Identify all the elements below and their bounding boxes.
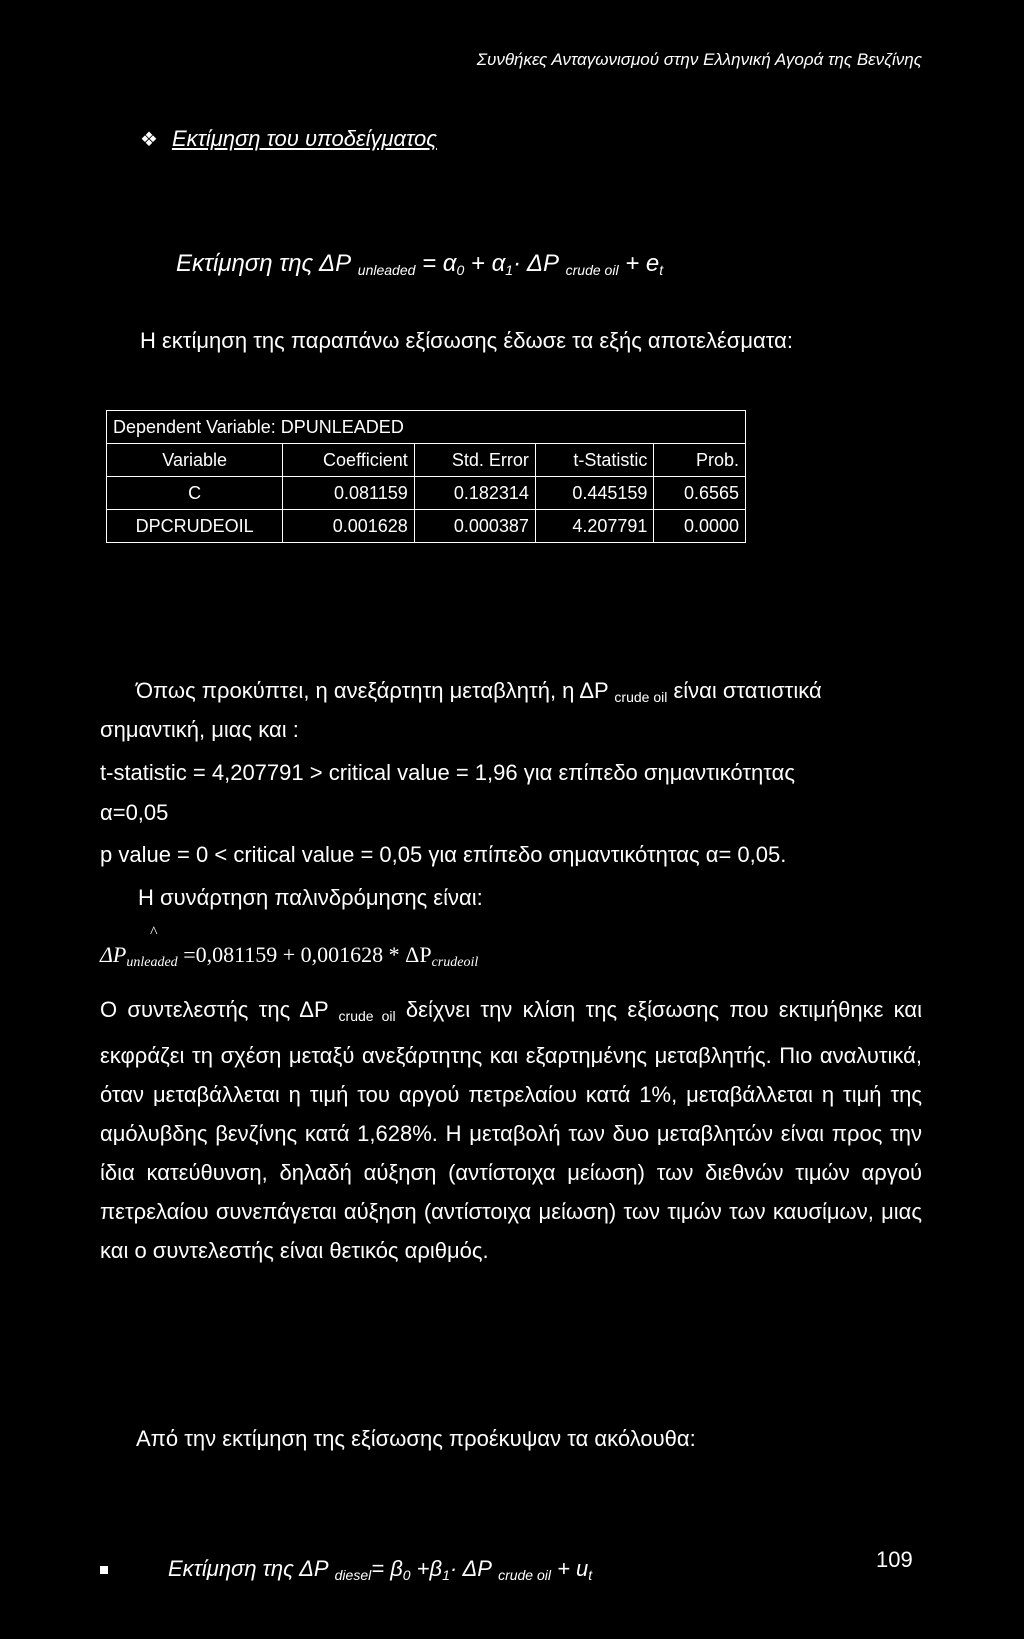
paragraph-line: t-statistic = 4,207791 > critical value = 1,96 για επίπεδο σημαντικότητας: [100, 760, 795, 785]
page-number: 109: [876, 1547, 913, 1572]
table-cell: 0.6565: [654, 477, 746, 510]
model-equation-unleaded: Εκτίμηση της ΔΡ $_{unleaded} = \alpha_0 + \alpha_1\cdot \Delta P$ $_{crude oil} + e_t$: [176, 250, 664, 278]
paragraph-line: Η συνάρτηση παλινδρόμησης είναι:: [138, 885, 483, 910]
section-title: Εκτίμηση του υποδείγματος: [171, 126, 437, 151]
model-equation-diesel: Εκτίμηση της ΔΡ $_{diesel}= \beta_0 +\beta_1\cdot \Delta P$ $_{crude oil} + u_t$: [100, 1556, 592, 1583]
table-cell: C: [107, 477, 283, 510]
table-row: [107, 510, 746, 543]
paragraph-line: Όπως προκύπτει, η ανεξάρτητη μεταβλητή, η ΔΡ $_{crude oil}$ είναι στατιστικά: [136, 678, 822, 705]
paragraph-line: α=0,05: [100, 800, 169, 825]
section-heading: [140, 126, 437, 152]
column-header: Std. Error: [414, 444, 535, 477]
paragraph-line: σημαντική, μιας και :: [100, 717, 299, 742]
table-row: [107, 477, 746, 510]
regression-formula: ^ $\Delta P_{unleaded} =0,081159 + 0,001628 * \Delta P_{crudeoil}$: [100, 924, 479, 970]
table-cell: 0.000387: [414, 510, 535, 543]
diamond-bullet-icon: ❖: [140, 129, 158, 151]
table-cell: DPCRUDEOIL: [107, 510, 283, 543]
closing-text: Από την εκτίμηση της εξίσωσης προέκυψαν τα ακόλουθα:: [136, 1426, 696, 1451]
column-header: Coefficient: [283, 444, 414, 477]
interpretation-paragraph: Ο συντελεστής της ΔΡ $_{crude oil}$ δείχνει την κλίση της εξίσωσης που εκτιμήθηκε και εκφράζει τη σχέση μεταξύ ανεξάρτητης και εξαρτημένης μεταβλητής. Πιο αναλυτικά, όταν μεταβάλλεται η τιμή του αργού πετρελαίου κατά 1%, μεταβάλλεται η τιμή της αμόλυβδης βενζίνης κατά 1,628%. Η μεταβολή των δυο μεταβλητών είναι προς την ίδια κατεύθυνση, δηλαδή αύξηση (αντίστοιχα μείωση) των διεθνών τιμών αργού πετρελαίου συνεπάγεται αύξηση (αντίστοιχα μείωση) των τιμών των καυσίμων, μιας και ο συντελεστής είναι θετικός αριθμός.: [100, 997, 922, 1263]
table-cell: 0.182314: [414, 477, 535, 510]
table-cell: 4.207791: [535, 510, 654, 543]
dependent-variable: Dependent Variable: DPUNLEADED: [107, 411, 746, 444]
intro-text: Η εκτίμηση της παραπάνω εξίσωσης έδωσε τα εξής αποτελέσματα:: [140, 328, 793, 353]
table-cell: 0.081159: [283, 477, 414, 510]
table-header-row: [107, 444, 746, 477]
table-cell: 0.0000: [654, 510, 746, 543]
column-header: Prob.: [654, 444, 746, 477]
running-header: Συνθήκες Ανταγωνισμού στην Ελληνική Αγορά της Βενζίνης: [476, 50, 922, 69]
regression-table: [106, 410, 746, 543]
square-bullet-icon: [100, 1566, 108, 1574]
table-cell: 0.001628: [283, 510, 414, 543]
table-cell: 0.445159: [535, 477, 654, 510]
paragraph-line: p value = 0 < critical value = 0,05 για επίπεδο σημαντικότητας α= 0,05.: [100, 842, 787, 867]
column-header: t-Statistic: [535, 444, 654, 477]
column-header: Variable: [107, 444, 283, 477]
